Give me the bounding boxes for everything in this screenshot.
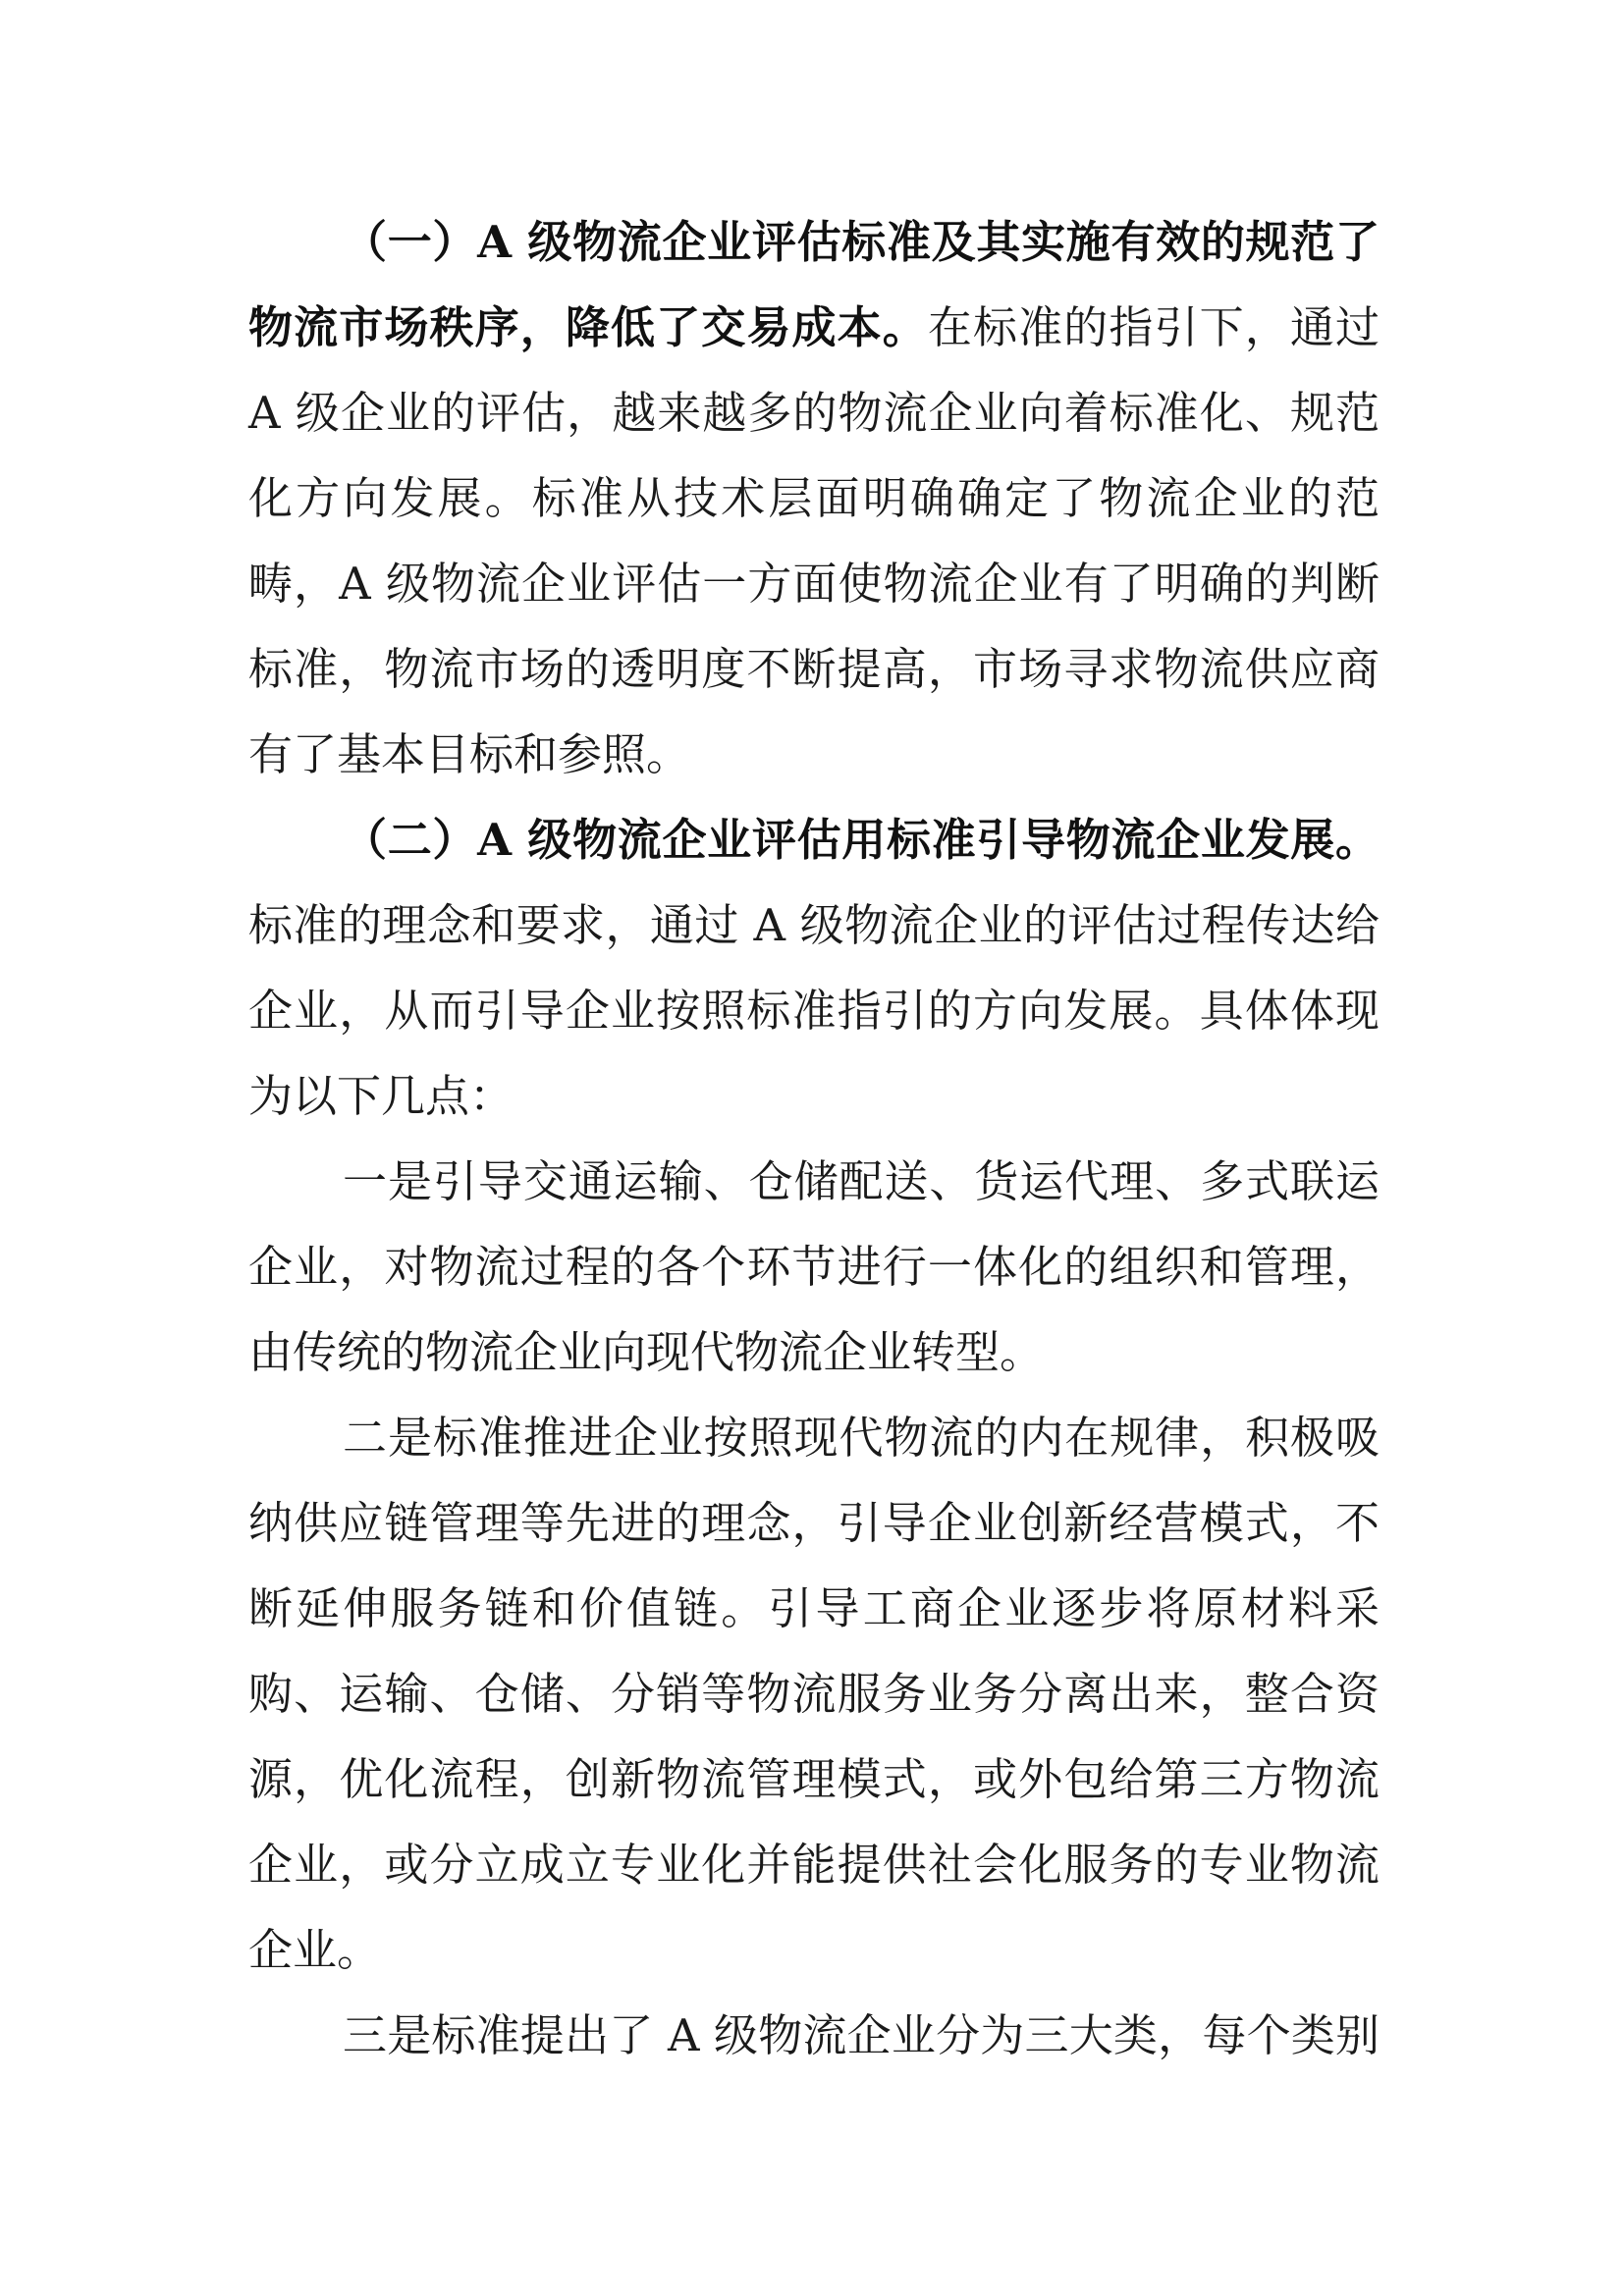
- bold-heading: （二）A 级物流企业评估用标准引导物流企业发展。: [343, 814, 1380, 866]
- text-line: 企业。: [248, 1924, 382, 1976]
- text-line: 标准，物流市场的透明度不断提高，市场寻求物流供应商: [248, 643, 1380, 695]
- text-line: 一是引导交通运输、仓储配送、货运代理、多式联运: [343, 1155, 1380, 1207]
- text-line: 为以下几点：: [248, 1070, 514, 1122]
- body-text: 在标准的指引下，通过: [927, 301, 1380, 353]
- text-line: 三是标准提出了 A 级物流企业分为三大类，每个类别: [343, 2009, 1380, 2061]
- text-line: 有了基本目标和参照。: [248, 728, 691, 780]
- bold-heading: （一）A 级物流企业评估标准及其实施有效的规范了: [343, 216, 1380, 268]
- text-line: 二是标准推进企业按照现代物流的内在规律，积极吸: [343, 1412, 1380, 1464]
- text-line: 畴，A 级物流企业评估一方面使物流企业有了明确的判断: [248, 558, 1380, 610]
- text-line: 纳供应链管理等先进的理念，引导企业创新经营模式，不: [248, 1497, 1380, 1549]
- text-line: 企业，对物流过程的各个环节进行一体化的组织和管理，: [248, 1241, 1380, 1293]
- text-line: 断延伸服务链和价值链。引导工商企业逐步将原材料采: [248, 1582, 1380, 1634]
- text-line: A 级企业的评估，越来越多的物流企业向着标准化、规范: [248, 387, 1380, 439]
- text-line: 标准的理念和要求，通过 A 级物流企业的评估过程传达给: [248, 899, 1380, 951]
- text-line: 购、运输、仓储、分销等物流服务业务分离出来，整合资: [248, 1668, 1380, 1720]
- text-line: 由传统的物流企业向现代物流企业转型。: [248, 1326, 1045, 1378]
- bold-heading: 物流市场秩序，降低了交易成本。: [248, 301, 928, 353]
- text-line: 企业，或分立成立专业化并能提供社会化服务的专业物流: [248, 1839, 1380, 1891]
- text-line: [248, 286, 1380, 370]
- text-line: [343, 798, 1380, 882]
- text-line: [343, 200, 1380, 285]
- text-line: 企业，从而引导企业按照标准指引的方向发展。具体体现: [248, 985, 1380, 1037]
- text-line: 化方向发展。标准从技术层面明确确定了物流企业的范: [248, 472, 1380, 524]
- text-line: 源，优化流程，创新物流管理模式，或外包给第三方物流: [248, 1753, 1380, 1805]
